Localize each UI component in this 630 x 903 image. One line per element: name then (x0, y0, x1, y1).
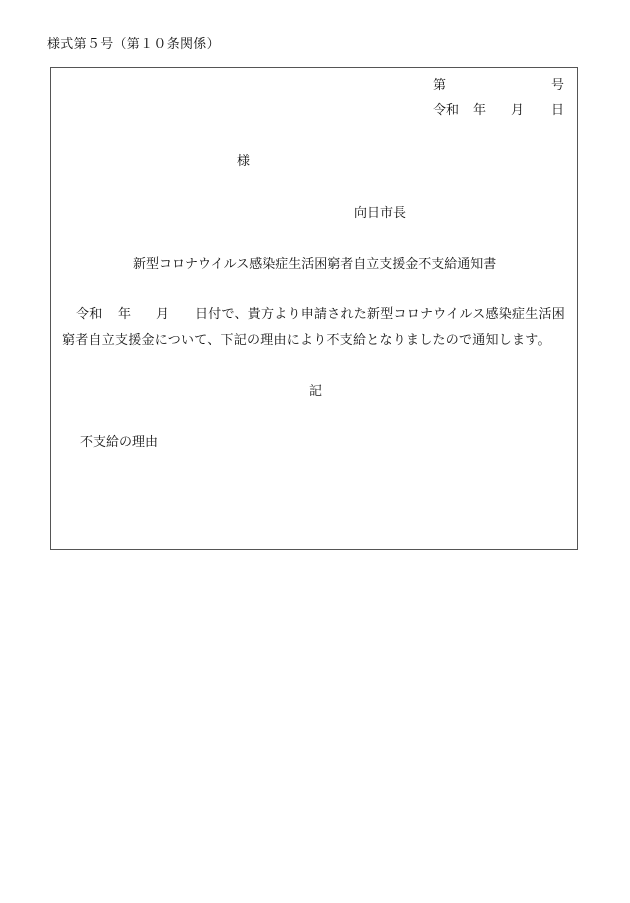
doc-number-suffix: 号 (551, 78, 565, 93)
body-month: 月 (156, 307, 170, 322)
form-number: 様式第５号（第１０条関係） (47, 37, 220, 52)
date-era: 令和 (433, 103, 460, 118)
doc-number-prefix: 第 (433, 78, 447, 93)
date-month: 月 (511, 103, 525, 118)
issuer: 向日市長 (354, 206, 407, 221)
body-line2: 窮者自立支援金について、下記の理由により不支給となりましたので通知します。 (62, 333, 551, 348)
addressee-honorific: 様 (237, 154, 251, 169)
notice-frame (50, 67, 578, 550)
ki-mark: 記 (309, 384, 323, 399)
date-day: 日 (551, 103, 565, 118)
document-title: 新型コロナウイルス感染症生活困窮者自立支援金不支給通知書 (133, 257, 497, 272)
body-year: 年 (118, 307, 132, 322)
reason-label: 不支給の理由 (80, 435, 159, 450)
date-year: 年 (473, 103, 487, 118)
body-era: 令和 (76, 307, 103, 322)
body-line1-rest: 日付で、貴方より申請された新型コロナウイルス感染症生活困 (195, 307, 565, 322)
